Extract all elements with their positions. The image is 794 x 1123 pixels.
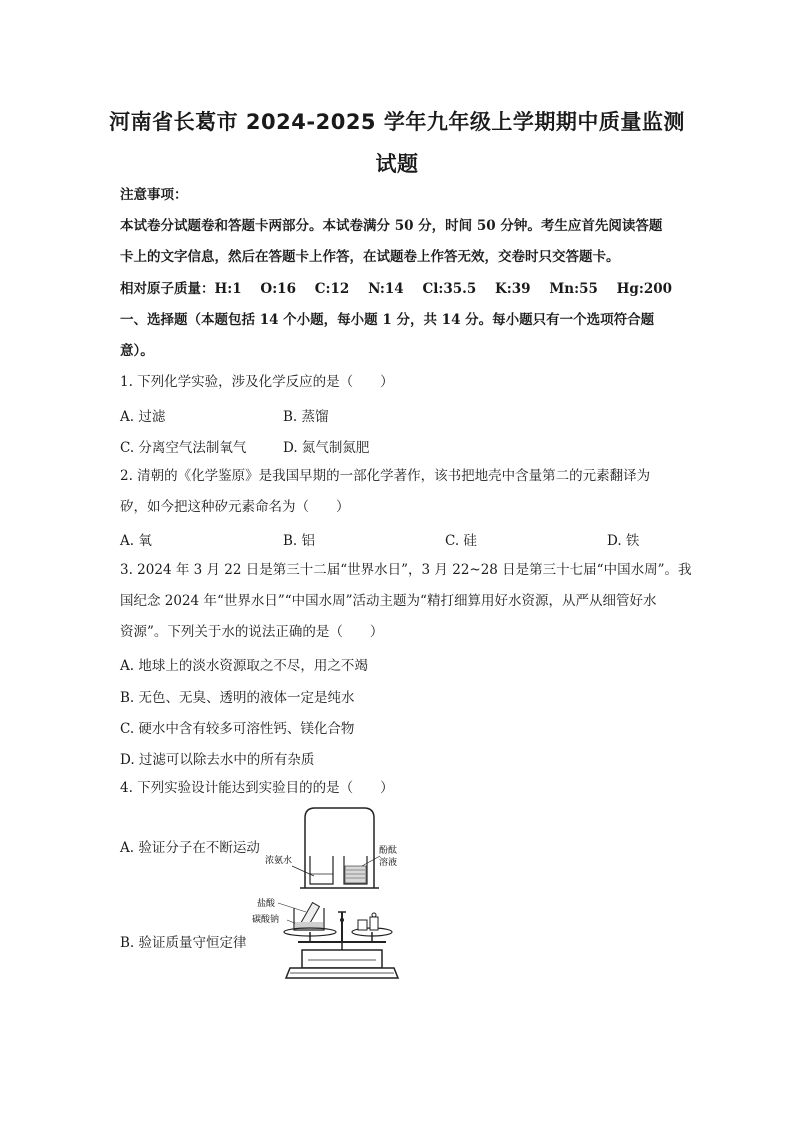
option-d: D. 铁 <box>607 533 640 549</box>
option-a: A. 地球上的淡水资源取之不尽，用之不竭 <box>120 658 368 674</box>
label-hydrochloric-acid: 盐酸 <box>257 899 276 909</box>
bell-jar-diagram <box>262 800 412 895</box>
notice-text: 卡上的文字信息，然后在答题卡上作答，在试题卷上作答无效，交卷时只交答题卡。 <box>120 249 620 265</box>
question-stem: 资源”。下列关于水的说法正确的是（ ） <box>120 624 384 640</box>
option-c: C. 硅 <box>445 533 477 549</box>
ammonia-beaker <box>310 856 333 884</box>
question-stem: 矽，如今把这种矽元素命名为（ ） <box>120 499 350 515</box>
question-stem: 3. 2024 年 3 月 22 日是第三十二届“世界水日”，3 月 22~28 日是第三十七届“中国水周”。我 <box>120 562 692 578</box>
label-solution: 溶液 <box>379 858 398 868</box>
option-d: D. 氮气制氮肥 <box>283 440 370 456</box>
option-b: B. 无色、无臭、透明的液体一定是纯水 <box>120 690 355 706</box>
weights <box>358 913 378 930</box>
notice-text: 本试卷分试题卷和答题卡两部分。本试卷满分 50 分，时间 50 分钟。考生应首先阅读答题 <box>120 218 663 234</box>
section-heading: 意）。 <box>120 343 154 359</box>
reaction-beaker <box>294 903 324 930</box>
question-stem: 国纪念 2024 年“世界水日”“中国水周”活动主题为“精打细算用好水资源，从严从细管好水 <box>120 593 657 609</box>
option-b: B. 铝 <box>283 533 316 549</box>
label-sodium-carbonate: 碳酸钠 <box>252 915 280 925</box>
question-stem: 2. 清朝的《化学鉴原》是我国早期的一部化学著作，该书把地壳中含量第二的元素翻译为 <box>120 468 651 484</box>
section-heading: 一、选择题（本题包括 14 个小题，每小题 1 分，共 14 分。每小题只有一个选项符合题 <box>120 312 655 328</box>
option-d: D. 过滤可以除去水中的所有杂质 <box>120 752 315 768</box>
figure-mass-conservation <box>250 890 400 985</box>
figure-molecular-motion <box>262 800 412 895</box>
option-a: A. 氧 <box>120 533 152 549</box>
option-c: C. 分离空气法制氧气 <box>120 440 247 456</box>
question-stem: 4. 下列实验设计能达到实验目的的是（ ） <box>120 780 394 796</box>
option-b: B. 蒸馏 <box>283 409 329 425</box>
balance-diagram <box>250 890 400 985</box>
label-ammonia: 浓氨水 <box>265 856 293 866</box>
page-title-continued: 试题 <box>375 152 419 176</box>
page-title: 河南省长葛市 2024-2025 学年九年级上学期期中质量监测 <box>109 110 685 134</box>
option-c: C. 硬水中含有较多可溶性钙、镁化合物 <box>120 721 355 737</box>
option-a: A. 过滤 <box>120 409 166 425</box>
atomic-mass-line: 相对原子质量：H:1 O:16 C:12 N:14 Cl:35.5 K:39 Mn:55 Hg:200 <box>120 281 673 297</box>
option-b: B. 验证质量守恒定律 <box>120 935 247 951</box>
option-a: A. 验证分子在不断运动 <box>120 840 260 856</box>
phenolphthalein-beaker <box>344 856 367 884</box>
label-phenolphthalein: 酚酞 <box>379 846 398 856</box>
notice-heading: 注意事项： <box>120 187 188 203</box>
question-stem: 1. 下列化学实验，涉及化学反应的是（ ） <box>120 374 394 390</box>
